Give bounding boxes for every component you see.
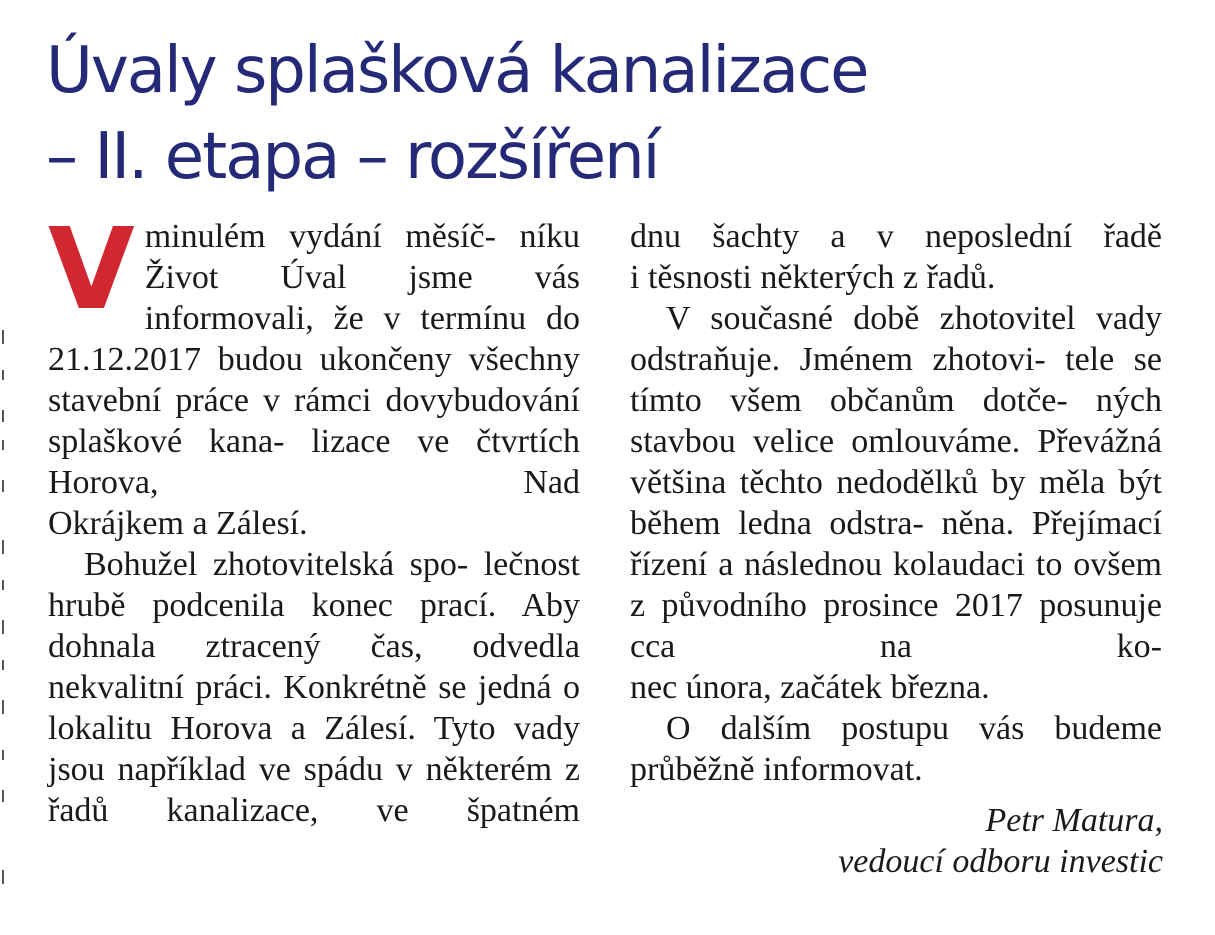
paragraph-line: minulém vydání měsíč- xyxy=(144,218,496,255)
paragraph-line: ných stavbou velice omlouváme. xyxy=(630,382,1163,460)
article-paragraph-1 xyxy=(48,205,581,503)
article-paragraph-4 xyxy=(630,708,1162,749)
author-role: vedoucí odboru investic xyxy=(838,843,1163,880)
paragraph-line: čas, odvedla nekvalitní práci. xyxy=(48,628,580,706)
paragraph-line: lizace ve čtvrtích Horova, Nad xyxy=(48,423,580,501)
article-column-right xyxy=(630,216,1162,790)
paragraph-line: něna. Přejímací řízení a následnou xyxy=(630,505,1162,583)
paragraph-line: Konkrétně se jedná o lokalitu xyxy=(48,669,580,747)
left-margin-fragments xyxy=(0,330,12,890)
article-paragraph-2-continued xyxy=(630,216,1162,257)
paragraph-line: například ve spádu v některém xyxy=(117,751,553,788)
paragraph-line: do 21.12.2017 budou ukončeny xyxy=(48,300,580,378)
article-paragraph-4-end xyxy=(630,749,1162,790)
paragraph-line: průběžně informovat. xyxy=(630,751,923,788)
paragraph-line: vady odstraňuje. Jménem zhotovi- xyxy=(630,300,1163,378)
paragraph-line: lečnost hrubě podcenila konec xyxy=(48,546,580,624)
paragraph-line: by měla být během ledna odstra- xyxy=(630,464,1163,542)
article-paragraph-3-end xyxy=(630,667,1162,708)
paragraph-line: prací. Aby dohnala ztracený xyxy=(48,587,580,665)
paragraph-line: kolaudaci to ovšem z původního xyxy=(630,546,1162,624)
headline-line-1: Úvaly splašková kanalizace xyxy=(46,34,868,108)
article-column-left xyxy=(48,205,581,831)
article-paragraph-1-end xyxy=(48,503,580,544)
article-paragraph-2 xyxy=(48,544,580,831)
paragraph-line: všechny stavební práce v rámci xyxy=(48,341,580,419)
paragraph-line: V současné době zhotovitel xyxy=(666,300,1076,337)
article-headline xyxy=(46,28,1196,200)
paragraph-line: prosince 2017 posunuje cca na ko- xyxy=(630,587,1162,665)
paragraph-line: informovali, že v termínu xyxy=(144,300,527,337)
article-paragraph-2-end xyxy=(630,257,1162,298)
paragraph-line: níku Život Úval jsme vás xyxy=(144,218,580,296)
paragraph-line: Bohužel zhotovitelská spo- xyxy=(84,546,469,583)
paragraph-line: dnu šachty a v neposlední řadě xyxy=(630,218,1162,255)
paragraph-line: i těsnosti některých z řadů. xyxy=(630,259,996,296)
paragraph-line: Horova a Zálesí. Tyto vady jsou xyxy=(48,710,581,788)
paragraph-line: tele se tímto všem občanům dotče- xyxy=(630,341,1162,419)
headline-line-2: – II. etapa – rozšíření xyxy=(46,120,659,194)
paragraph-line: nec února, začátek března. xyxy=(630,669,990,706)
article-signature xyxy=(838,800,1163,882)
paragraph-line: O dalším postupu vás budeme xyxy=(666,710,1162,747)
article-paragraph-3 xyxy=(630,298,1162,667)
paragraph-line: Okrájkem a Zálesí. xyxy=(48,505,308,542)
paragraph-line: Převážná většina těchto nedodělků xyxy=(630,423,1162,501)
paragraph-line: z řadů kanalizace, ve špatném xyxy=(48,751,581,829)
author-name: Petr Matura, xyxy=(985,802,1163,839)
paragraph-line: dovybudování splaškové kana- xyxy=(48,382,581,460)
drop-cap-letter: V xyxy=(48,205,135,335)
